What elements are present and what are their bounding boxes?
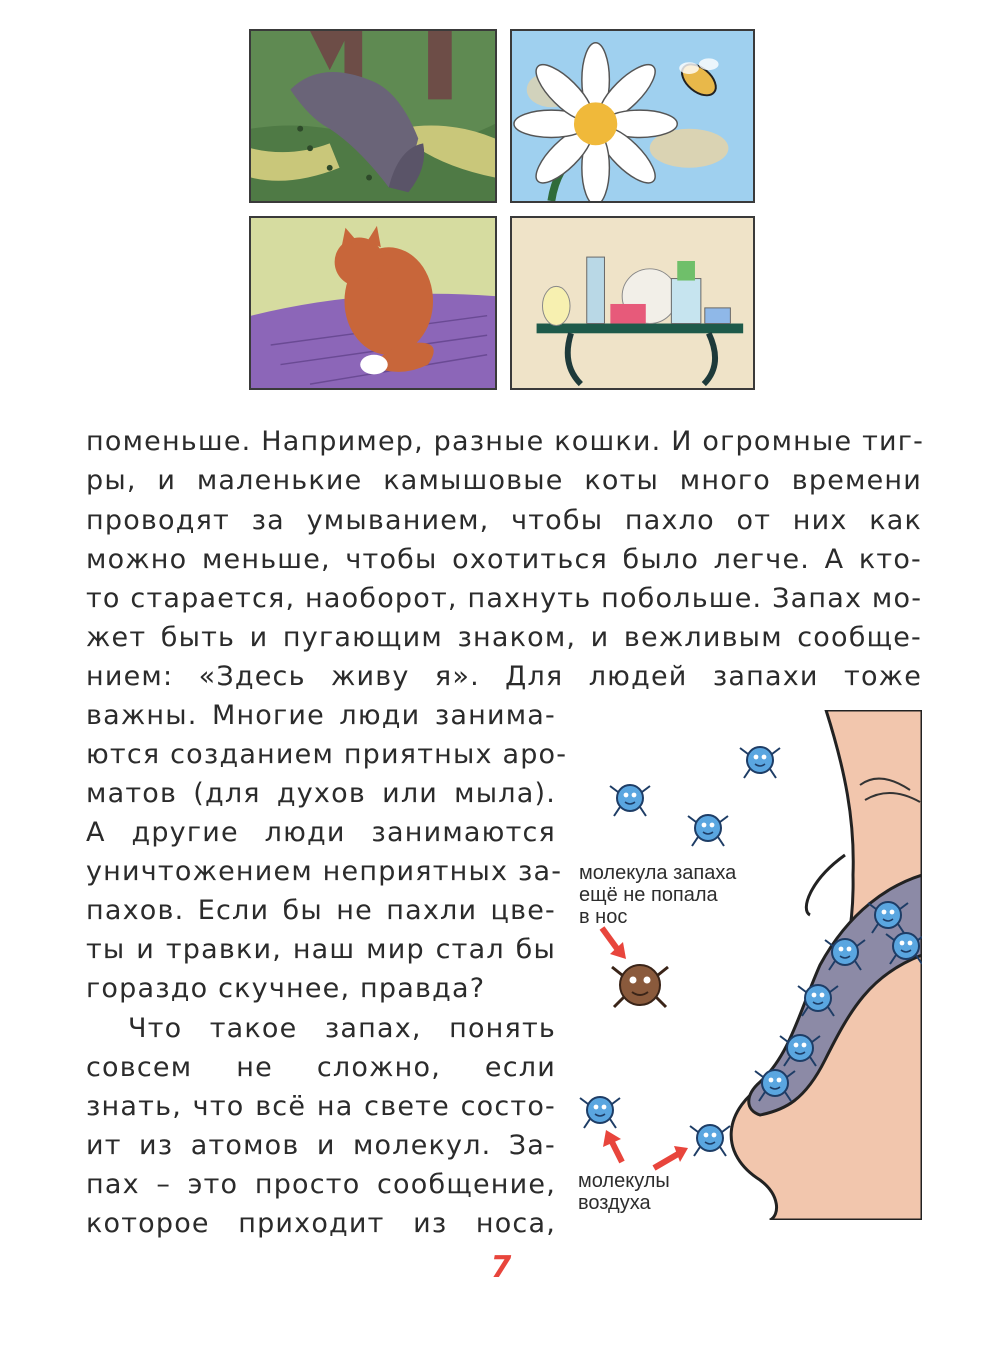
air-label-line-2: воздуха: [578, 1192, 651, 1214]
text-line-15: гораздо скучнее, правда?: [86, 973, 486, 1004]
smell-label-line-1: молекула запаха: [579, 862, 737, 884]
smell-molecule: [612, 965, 668, 1007]
cat-illustration: [249, 216, 497, 390]
text-line-8: важны. Многие люди занима-: [86, 700, 556, 731]
nose-diagram: [570, 710, 922, 1220]
air-label-line-1: молекулы: [578, 1170, 670, 1192]
text-line-12: уничтожением неприятных за-: [86, 856, 563, 887]
flower-bee-illustration: [510, 29, 755, 203]
text-line-4: можно меньше, чтобы охотиться было легче. А кто-: [86, 544, 922, 575]
smell-label-line-3: в нос: [579, 906, 628, 928]
text-line-9: ются созданием приятных аро-: [86, 739, 568, 770]
smell-label-line-2: ещё не попала: [579, 884, 718, 906]
text-line-5: то старается, наоборот, пахнуть побольше. Запах мо-: [86, 583, 923, 614]
text-line-3: проводят за умыванием, чтобы пахло от них как: [86, 505, 922, 536]
text-line-19: ит из атомов и молекул. За-: [86, 1130, 556, 1161]
text-line-7: нием: «Здесь живу я». Для людей запахи тоже: [86, 661, 922, 692]
text-line-2: ры, и маленькие камышовые коты много времени: [86, 465, 922, 496]
text-line-11: А другие люди занимаются: [86, 817, 556, 848]
text-line-20: пах – это просто сообщение,: [86, 1169, 556, 1200]
text-line-6: жет быть и пугающим знаком, и вежливым сообще-: [86, 622, 922, 653]
text-line-18: знать, что всё на свете состо-: [86, 1091, 556, 1122]
text-line-16: Что такое запах, понять: [128, 1013, 556, 1044]
text-line-21: которое приходит из носа,: [86, 1208, 556, 1239]
wolf-illustration: [249, 29, 497, 203]
text-line-14: ты и травки, наш мир стал бы: [86, 934, 556, 965]
text-line-10: матов (для духов или мыла).: [86, 778, 556, 809]
text-line-1: поменьше. Например, разные кошки. И огромные тиг-: [86, 426, 925, 457]
page-number: 7: [487, 1250, 515, 1285]
perfume-bottles-illustration: [510, 216, 755, 390]
text-line-13: пахов. Если бы не пахли цве-: [86, 895, 556, 926]
text-line-17: совсем не сложно, если: [86, 1052, 556, 1083]
